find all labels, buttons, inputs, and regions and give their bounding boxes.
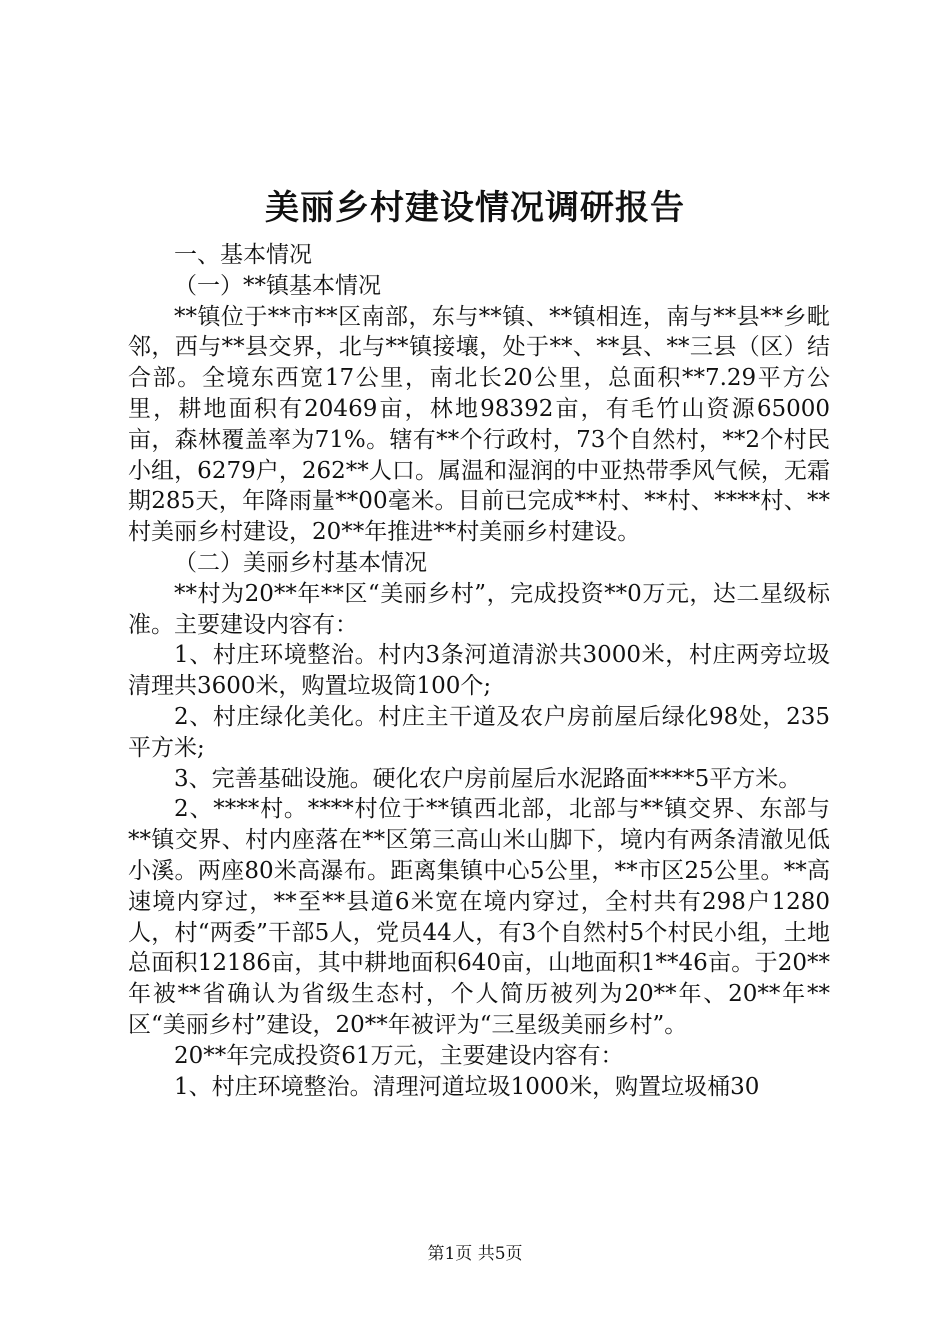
document-body xyxy=(128,240,830,1102)
body-paragraph: **镇位于**市**区南部，东与**镇、**镇相连，南与**县**乡毗邻，西与**县交界，北与**镇接壤，处于**、**县、**三县（区）结合部。全境东西宽17公里，南北长20公里，总面积**7.29平方公里，耕地面积有20469亩，林地98392亩，有毛竹山资源65000亩，森林覆盖率为71%。辖有**个行政村，73个自然村，**2个村民小组，6279户，262**人口。属温和湿润的中亚热带季风气候，无霜期285天，年降雨量**00毫米。目前已完成**村、**村、****村、**村美丽乡村建设，20**年推进**村美丽乡村建设。 xyxy=(128,303,830,546)
body-paragraph: 2、****村。****村位于**镇西北部，北部与**镇交界、东部与**镇交界、村内座落在**区第三高山米山脚下，境内有两条清澈见低小溪。两座80米高瀑布。距离集镇中心5公里，**市区25公里。**高速境内穿过，**至**县道6米宽在境内穿过，全村共有298户1280人，村“两委”干部5人，党员44人，有3个自然村5个村民小组，土地总面积12186亩，其中耕地面积640亩，山地面积1**46亩。于20**年被**省确认为省级生态村，个人简历被列为20**年、20**年**区“美丽乡村”建设，20**年被评为“三星级美丽乡村”。 xyxy=(128,796,830,1038)
list-item: 1、村庄环境整治。村内3条河道清淤共3000米，村庄两旁垃圾清理共3600米，购置垃圾筒100个; xyxy=(128,642,830,700)
document-title: 美丽乡村建设情况调研报告 xyxy=(265,188,685,228)
section-heading: 一、基本情况 xyxy=(174,242,312,268)
list-item: 2、村庄绿化美化。村庄主干道及农户房前屋后绿化98处，235平方米; xyxy=(128,703,830,761)
list-item: 1、村庄环境整治。清理河道垃圾1000米，购置垃圾桶30 xyxy=(174,1073,760,1100)
body-paragraph: 20**年完成投资61万元，主要建设内容有： xyxy=(174,1042,624,1069)
subsection-heading: （一）**镇基本情况 xyxy=(174,272,381,299)
subsection-heading: （二）美丽乡村基本情况 xyxy=(174,549,427,576)
body-paragraph: **村为20**年**区“美丽乡村”，完成投资**0万元，达二星级标准。主要建设内容有： xyxy=(128,580,830,638)
page-footer: 第1页 共5页 xyxy=(427,1244,523,1264)
list-item: 3、完善基础设施。硬化农户房前屋后水泥路面****5平方米。 xyxy=(174,765,802,792)
